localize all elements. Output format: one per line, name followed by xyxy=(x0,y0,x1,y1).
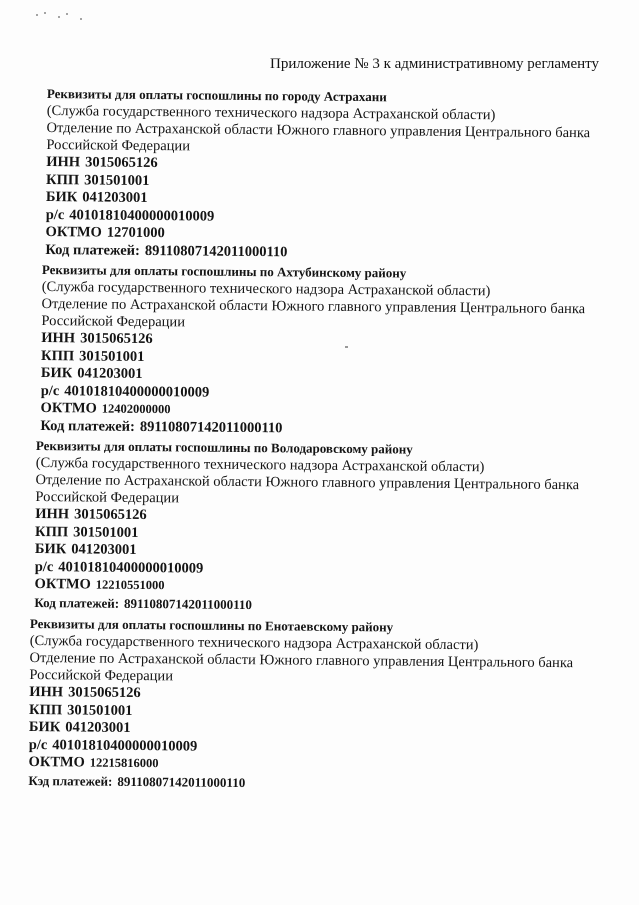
inn-label: ИНН xyxy=(29,683,64,701)
bik-value: 041203001 xyxy=(71,541,137,558)
scan-dot xyxy=(345,346,348,348)
payment-code-label: Код платежей: xyxy=(34,594,120,611)
kpp-label: КПП xyxy=(46,171,80,188)
requisites-block-astrakhan-city xyxy=(45,86,607,264)
account-value: 40101810400000010009 xyxy=(64,382,210,401)
block-title: Реквизиты для оплаты госпошлины по Енотаевскому району xyxy=(29,616,394,635)
bik-value: 041203001 xyxy=(82,189,148,206)
bank-name-line1: Отделение по Астраханской области Южного главного управления Центрального банка xyxy=(46,119,591,142)
bik-value: 041203001 xyxy=(77,365,143,382)
payment-code-label: Код платежей: xyxy=(40,417,135,435)
account-value: 40101810400000010009 xyxy=(69,206,215,225)
payment-code-label: Кэд платежей: xyxy=(28,772,113,789)
inn-value: 3015065126 xyxy=(80,330,153,348)
payment-code-label: Код платежей: xyxy=(45,241,140,259)
payment-code-value: 89110807142011000110 xyxy=(139,418,283,436)
requisites-block-volodarsky xyxy=(34,438,596,616)
oktmo-value: 12215816000 xyxy=(89,755,159,771)
kpp-label: КПП xyxy=(29,701,63,718)
kpp-value: 301501001 xyxy=(67,701,133,719)
inn-label: ИНН xyxy=(46,153,81,171)
inn-value: 3015065126 xyxy=(74,506,147,524)
inn-value: 3015065126 xyxy=(68,684,141,702)
bank-name-line2: Российской Федерации xyxy=(29,666,174,685)
appendix-header: Приложение № 3 к административному регламенту xyxy=(270,56,600,72)
block-title: Реквизиты для оплаты госпошлины по Ахтубинскому району xyxy=(41,262,407,281)
requisites-block-akhtubinsky xyxy=(40,262,602,440)
service-name: (Служба государственного технического надзора Астраханской области) xyxy=(35,454,485,476)
account-value: 40101810400000010009 xyxy=(52,736,198,755)
kpp-label: КПП xyxy=(41,347,75,364)
bik-label: БИК xyxy=(45,188,78,206)
bank-name-line2: Российской Федерации xyxy=(46,136,191,155)
account-label: р/с xyxy=(40,382,60,399)
oktmo-value: 12701000 xyxy=(106,224,165,242)
bank-name-line1: Отделение по Астраханской области Южного главного управления Центрального банка xyxy=(41,295,586,318)
bank-name-line1: Отделение по Астраханской области Южного главного управления Центрального банка xyxy=(29,649,574,672)
account-label: р/с xyxy=(45,206,65,223)
inn-label: ИНН xyxy=(35,505,70,523)
kpp-value: 301501001 xyxy=(84,171,150,189)
account-value: 40101810400000010009 xyxy=(58,558,204,577)
account-label: р/с xyxy=(28,736,48,753)
bik-label: БИК xyxy=(34,540,67,558)
inn-label: ИНН xyxy=(41,329,76,347)
service-name: (Служба государственного технического надзора Астраханской области) xyxy=(41,278,491,300)
payment-code-value: 89110807142011000110 xyxy=(144,242,288,260)
oktmo-label: ОКТМО xyxy=(34,575,91,593)
bank-name-line2: Российской Федерации xyxy=(35,488,180,507)
payment-code-value: 89110807142011000110 xyxy=(117,773,246,790)
bank-name-line2: Российской Федерации xyxy=(41,312,186,331)
bik-label: БИК xyxy=(40,364,73,382)
bik-value: 041203001 xyxy=(65,719,131,736)
oktmo-label: ОКТМО xyxy=(28,753,85,771)
service-name: (Служба государственного технического надзора Астраханской области) xyxy=(29,632,479,654)
inn-value: 3015065126 xyxy=(85,154,158,172)
oktmo-label: ОКТМО xyxy=(40,399,97,417)
oktmo-value: 12402000000 xyxy=(101,401,171,417)
bik-label: БИК xyxy=(28,718,61,736)
bank-name-line1: Отделение по Астраханской области Южного главного управления Центрального банка xyxy=(35,471,580,494)
block-title: Реквизиты для оплаты госпошлины по городу Астрахани xyxy=(46,86,387,105)
scan-specks xyxy=(36,10,96,24)
account-label: р/с xyxy=(34,558,54,575)
block-title: Реквизиты для оплаты госпошлины по Володаровскому району xyxy=(35,438,413,457)
kpp-value: 301501001 xyxy=(79,347,145,365)
kpp-value: 301501001 xyxy=(73,523,139,541)
service-name: (Служба государственного технического надзора Астраханской области) xyxy=(46,102,496,124)
oktmo-label: ОКТМО xyxy=(45,223,102,241)
kpp-label: КПП xyxy=(35,523,69,540)
oktmo-value: 12210551000 xyxy=(95,577,165,593)
payment-code-value: 89110807142011000110 xyxy=(124,595,253,612)
requisites-block-enotaevsky xyxy=(28,616,590,794)
